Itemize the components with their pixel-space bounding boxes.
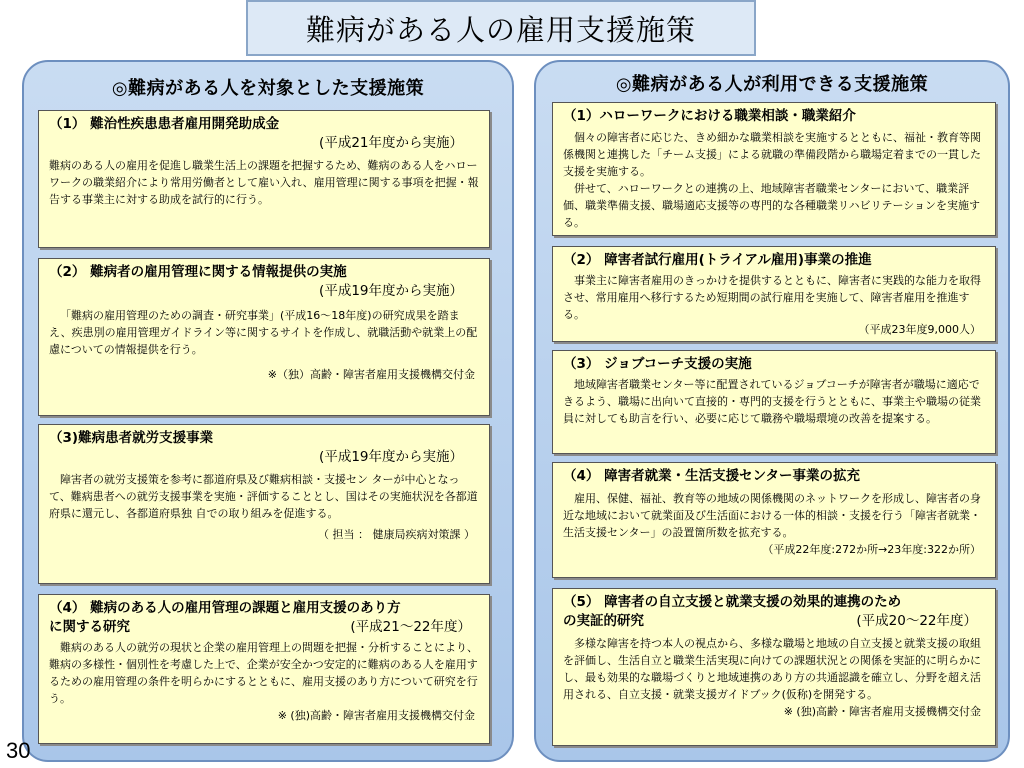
- card-heading: （1）ハローワークにおける職業相談・職業紹介: [563, 108, 856, 124]
- card-body: 地域障害者職業センター等に配置されているジョブコーチが障害者が職場に適応できるよう、職場に出向いて直接的・専門的支援を行うとともに、事業主や職場の従業員に対しても助言を行い、必要に応じて職務や職場環境の改善を提案する。: [563, 378, 981, 425]
- card-note: ※（独）高齢・障害者雇用支援機構交付金: [267, 368, 475, 381]
- card-note: ※ (独)高齢・障害者雇用支援機構交付金: [277, 709, 475, 722]
- card-heading: （2） 難病者の雇用管理に関する情報提供の実施: [49, 264, 347, 280]
- card-heading: （3） ジョブコーチ支援の実施: [563, 356, 752, 372]
- right-panel-heading: ◎難病がある人が利用できる支援施策: [615, 74, 929, 95]
- page-number: 30: [6, 738, 31, 763]
- right-card-5: [552, 588, 996, 746]
- card-period: (平成21～22年度）: [350, 619, 471, 635]
- card-body: 個々の障害者に応じた、きめ細かな職業相談を実施するとともに、福祉・教育等関係機関と連携した「チーム支援」による就職の準備段階から職場定着までの一貫した支援を実施する。: [563, 131, 981, 178]
- right-card-4: [552, 462, 996, 578]
- card-body: 事業主に障害者雇用のきっかけを提供するとともに、障害者に実践的な能力を取得させ、常用雇用へ移行するため短期間の試行雇用を実施して、障害者雇用を推進する。: [563, 274, 981, 321]
- card-body: 障害者の就労支援策を参考に都道府県及び難病相談・支援セン ターが中心となって、難病患者への就労支援事業を実施・評価することとし、国はその実施状況を各都道府県に還元し、各都道府県独 自での取り組みを促進する。: [49, 473, 478, 520]
- right-card-2: [552, 246, 996, 342]
- card-heading-line2: の実証的研究: [563, 613, 644, 629]
- card-period: (平成21年度から実施）: [319, 135, 463, 151]
- card-note: ※ (独)高齢・障害者雇用支援機構交付金: [783, 705, 981, 718]
- card-note: （平成22年度:272か所→23年度:322か所）: [762, 543, 981, 556]
- card-heading-line2: に関する研究: [49, 619, 130, 635]
- card-period: (平成19年度から実施）: [319, 283, 463, 299]
- card-note: （平成23年度9,000人）: [858, 323, 981, 336]
- left-card-1: [38, 110, 490, 248]
- card-heading-line1: （4） 難病のある人の雇用管理の課題と雇用支援のあり方: [49, 600, 401, 616]
- left-panel-heading: ◎難病がある人を対象とした支援施策: [111, 78, 425, 99]
- card-body: 「難病の雇用管理のための調査・研究事業」(平成16～18年度)の研究成果を踏まえ、疾患別の雇用管理ガイドライン等に関するサイトを作成し、就職活動や就業上の配慮についての情報提供を行う。: [49, 309, 478, 356]
- card-body: 難病のある人の就労の現状と企業の雇用管理上の問題を把握・分析することにより、難病の多様性・個別性を考慮した上で、企業が安全かつ安定的に難病のある人を雇用するための雇用管理の条件を明らかにするとともに、雇用支援のあり方について研究を行う。: [49, 641, 478, 705]
- left-card-2: [38, 258, 490, 416]
- card-heading: （3)難病患者就労支援事業: [49, 430, 214, 446]
- card-period: (平成20～22年度）: [856, 613, 977, 629]
- right-card-1: [552, 102, 996, 236]
- card-heading: （1） 難治性疾患患者雇用開発助成金: [49, 116, 280, 132]
- card-body: 雇用、保健、福祉、教育等の地域の関係機関のネットワークを形成し、障害者の身近な地域において就業面及び生活面における一体的相談・支援を行う「障害者就業・生活支援センター」の設置箇所数を拡充する。: [563, 492, 981, 539]
- card-heading: （2） 障害者試行雇用(トライアル雇用)事業の推進: [563, 252, 872, 268]
- left-card-4: [38, 594, 490, 744]
- card-body-2: 併せて、ハローワークとの連携の上、地域障害者職業センターにおいて、職業評価、職業準備支援、職場適応支援等の専門的な各種職業リハビリテーションを実施する。: [563, 182, 981, 229]
- left-card-3: [38, 424, 490, 584]
- card-period: (平成19年度から実施）: [319, 449, 463, 465]
- card-body: 多様な障害を持つ本人の視点から、多様な職場と地域の自立支援と就業支援の取組を評価し、生活自立と職業生活実現に向けての課題状況との関係を実証的に明らかにし、最も効果的な職場づくりと地域連携のあり方の共通認識を確立し、分野を超え活用される、自立支援・就業支援ガイドブック(仮称)を開発する。: [563, 637, 981, 701]
- card-heading: （4） 障害者就業・生活支援センター事業の拡充: [563, 468, 861, 484]
- card-heading-line1: （5） 障害者の自立支援と就業支援の効果的連携のため: [563, 594, 902, 610]
- page-title: 難病がある人の雇用支援施策: [246, 0, 756, 56]
- card-body: 難病のある人の雇用を促進し職業生活上の課題を把握するため、難病のある人をハローワークの職業紹介により常用労働者として雇い入れ、雇用管理に関する事項を把握・報告する事業主に対する助成を試行的に行う。: [49, 159, 479, 206]
- right-card-3: [552, 350, 996, 454]
- card-note: （ 担当 ： 健康局疾病対策課 ）: [318, 528, 475, 541]
